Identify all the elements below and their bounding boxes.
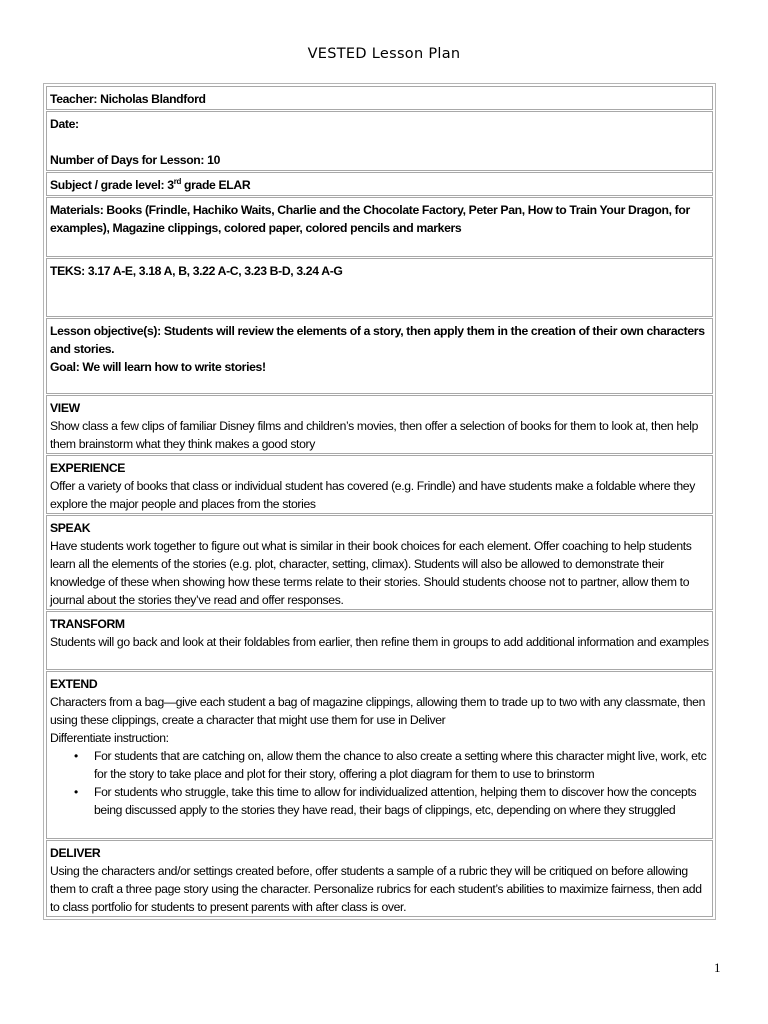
extend-row xyxy=(46,671,713,839)
list-item xyxy=(74,747,709,783)
differentiate-label: Differentiate instruction: xyxy=(50,731,169,745)
transform-heading: TRANSFORM xyxy=(50,617,125,631)
view-text: Show class a few clips of familiar Disney films and children’s movies, then offer a selection of books for them to look at, then help them brainstorm what they think makes a good story xyxy=(50,419,699,451)
view-heading: VIEW xyxy=(50,401,80,415)
deliver-text: Using the characters and/or settings created before, offer students a sample of a rubric they will be critiqued on before allowing them to craft a three page story using the character. Personalize rubrics for each student’s abilities to maximize fairness, then add to class portfolio for students to present parents with after class is over. xyxy=(50,864,702,914)
transform-text: Students will go back and look at their foldables from earlier, then refine them in groups to add additional information and examples xyxy=(50,635,709,649)
deliver-row xyxy=(46,840,713,917)
differentiate-list xyxy=(50,747,709,819)
subject-prefix: Subject / grade level: 3 xyxy=(50,178,174,192)
view-row xyxy=(46,395,713,454)
speak-heading: SPEAK xyxy=(50,521,91,535)
document-title: VESTED Lesson Plan xyxy=(307,46,461,62)
teacher-row xyxy=(46,86,713,110)
transform-row xyxy=(46,611,713,670)
bullet-text: For students who struggle, take this time to allow for individualized attention, helping them to discover how the concepts being discussed apply to the stories they have read, their bags of clippings, etc, depending on where they struggled xyxy=(94,785,697,817)
experience-text: Offer a variety of books that class or individual student has covered (e.g. Frindle) and have students make a foldable where they explore the major people and places from the stories xyxy=(50,479,695,511)
bullet-icon: • xyxy=(74,749,78,763)
objective-text: Lesson objective(s): Students will review the elements of a story, then apply them in the creation of their own characters and stories. xyxy=(50,324,705,356)
date-label: Date: xyxy=(50,117,79,131)
speak-text: Have students work together to figure out what is similar in their book choices for each element. Offer coaching to help students learn all the elements of the stories (e.g. plot, character, setting, climax). Students will also be allowed to demonstrate their knowledge of these when showing how these terms relate to their stories. Should students choose not to partner, allow them to journal about the stories they’ve read and offer responses. xyxy=(50,539,692,607)
experience-heading: EXPERIENCE xyxy=(50,461,126,475)
teks-text: TEKS: 3.17 A-E, 3.18 A, B, 3.22 A-C, 3.23 B-D, 3.24 A-G xyxy=(50,264,343,278)
days-text: Number of Days for Lesson: 10 xyxy=(50,153,220,167)
deliver-heading: DELIVER xyxy=(50,846,101,860)
experience-row xyxy=(46,455,713,514)
date-row xyxy=(46,111,713,171)
subject-suffix: grade ELAR xyxy=(181,178,251,192)
goal-text: Goal: We will learn how to write stories! xyxy=(50,360,266,374)
teks-row xyxy=(46,258,713,317)
bullet-icon: • xyxy=(74,785,78,799)
lesson-plan-table xyxy=(43,83,716,920)
extend-text: Characters from a bag—give each student a bag of magazine clippings, allowing them to trade up to two with any classmate, then using these clippings, create a character that might use them for use in Deliver xyxy=(50,695,706,727)
bullet-text: For students that are catching on, allow them the chance to also create a setting where this character might live, work, etc for the story to take place and plot for their story, offering a plot diagram for them to use to brinstorm xyxy=(94,749,707,781)
speak-row xyxy=(46,515,713,610)
subject-row xyxy=(46,172,713,196)
materials-row xyxy=(46,197,713,257)
subject-sup: rd xyxy=(173,177,181,186)
materials-text: Materials: Books (Frindle, Hachiko Waits, Charlie and the Chocolate Factory, Peter Pan, How to Train Your Dragon, for examples), Magazine clippings, colored paper, colored pencils and markers xyxy=(50,203,690,235)
extend-heading: EXTEND xyxy=(50,677,98,691)
list-item xyxy=(74,783,709,819)
objective-row xyxy=(46,318,713,394)
page-number: 1 xyxy=(714,960,721,975)
teacher-text: Teacher: Nicholas Blandford xyxy=(50,92,206,106)
